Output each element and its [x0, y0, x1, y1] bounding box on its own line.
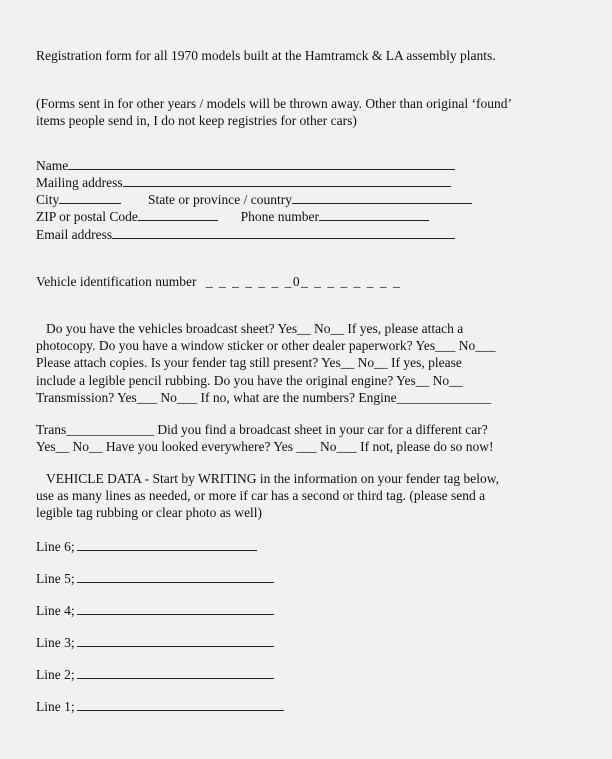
- zip-phone-row[interactable]: [36, 208, 429, 225]
- trans-line-1: Trans_____________ Did you find a broadcast sheet in your car for a different car?: [36, 422, 488, 437]
- tag-line-4[interactable]: [36, 602, 274, 619]
- city-label: City: [36, 192, 60, 207]
- question-line-2: photocopy. Do you have a window sticker or other dealer paperwork? Yes___ No___: [36, 338, 496, 353]
- tag-line-6-label: Line 6;: [36, 539, 75, 554]
- question-line-5: Transmission? Yes___ No___ If no, what are the numbers? Engine______________: [36, 390, 492, 405]
- tag-line-3-label: Line 3;: [36, 635, 75, 650]
- name-label: Name: [36, 158, 69, 173]
- tag-line-5[interactable]: [36, 570, 274, 587]
- mailing-address-field[interactable]: [36, 174, 451, 191]
- email-label: Email address: [36, 227, 113, 242]
- tag-line-5-label: Line 5;: [36, 571, 75, 586]
- tag-line-1[interactable]: [36, 698, 284, 715]
- notice-line-1: (Forms sent in for other years / models will be thrown away. Other than original ‘found’: [36, 96, 513, 111]
- tag-line-1-label: Line 1;: [36, 699, 75, 714]
- city-state-row[interactable]: [36, 191, 472, 208]
- vin-label: Vehicle identification number: [36, 274, 197, 289]
- question-line-4: include a legible pencil rubbing. Do you have the original engine? Yes__ No__: [36, 373, 463, 388]
- trans-line-2: Yes__ No__ Have you looked everywhere? Yes ___ No___ If not, please do so now!: [36, 439, 494, 454]
- tag-line-4-label: Line 4;: [36, 603, 75, 618]
- phone-label: Phone number: [240, 209, 319, 224]
- notice-line-2: items people send in, I do not keep registries for other cars): [36, 113, 357, 128]
- vehicle-data-line-2: use as many lines as needed, or more if car has a second or third tag. (please send a: [36, 488, 486, 503]
- name-field[interactable]: [36, 157, 455, 174]
- intro-text: Registration form for all 1970 models built at the Hamtramck & LA assembly plants.: [36, 48, 496, 63]
- mailing-address-label: Mailing address: [36, 175, 123, 190]
- vehicle-data-line-3: legible tag rubbing or clear photo as well): [36, 505, 263, 520]
- vin-field[interactable]: [36, 273, 401, 290]
- vin-blanks: _ _ _ _ _ _ _0_ _ _ _ _ _ _ _: [205, 274, 402, 289]
- tag-line-6[interactable]: [36, 538, 257, 555]
- tag-line-2[interactable]: [36, 666, 274, 683]
- email-field[interactable]: [36, 226, 455, 243]
- question-line-1: Do you have the vehicles broadcast sheet? Yes__ No__ If yes, please attach a: [46, 321, 464, 336]
- tag-line-3[interactable]: [36, 634, 274, 651]
- tag-line-2-label: Line 2;: [36, 667, 75, 682]
- zip-label: ZIP or postal Code: [36, 209, 138, 224]
- vehicle-data-line-1: VEHICLE DATA - Start by WRITING in the information on your fender tag below,: [46, 471, 499, 486]
- state-label: State or province / country: [148, 192, 292, 207]
- question-line-3: Please attach copies. Is your fender tag still present? Yes__ No__ If yes, please: [36, 355, 462, 370]
